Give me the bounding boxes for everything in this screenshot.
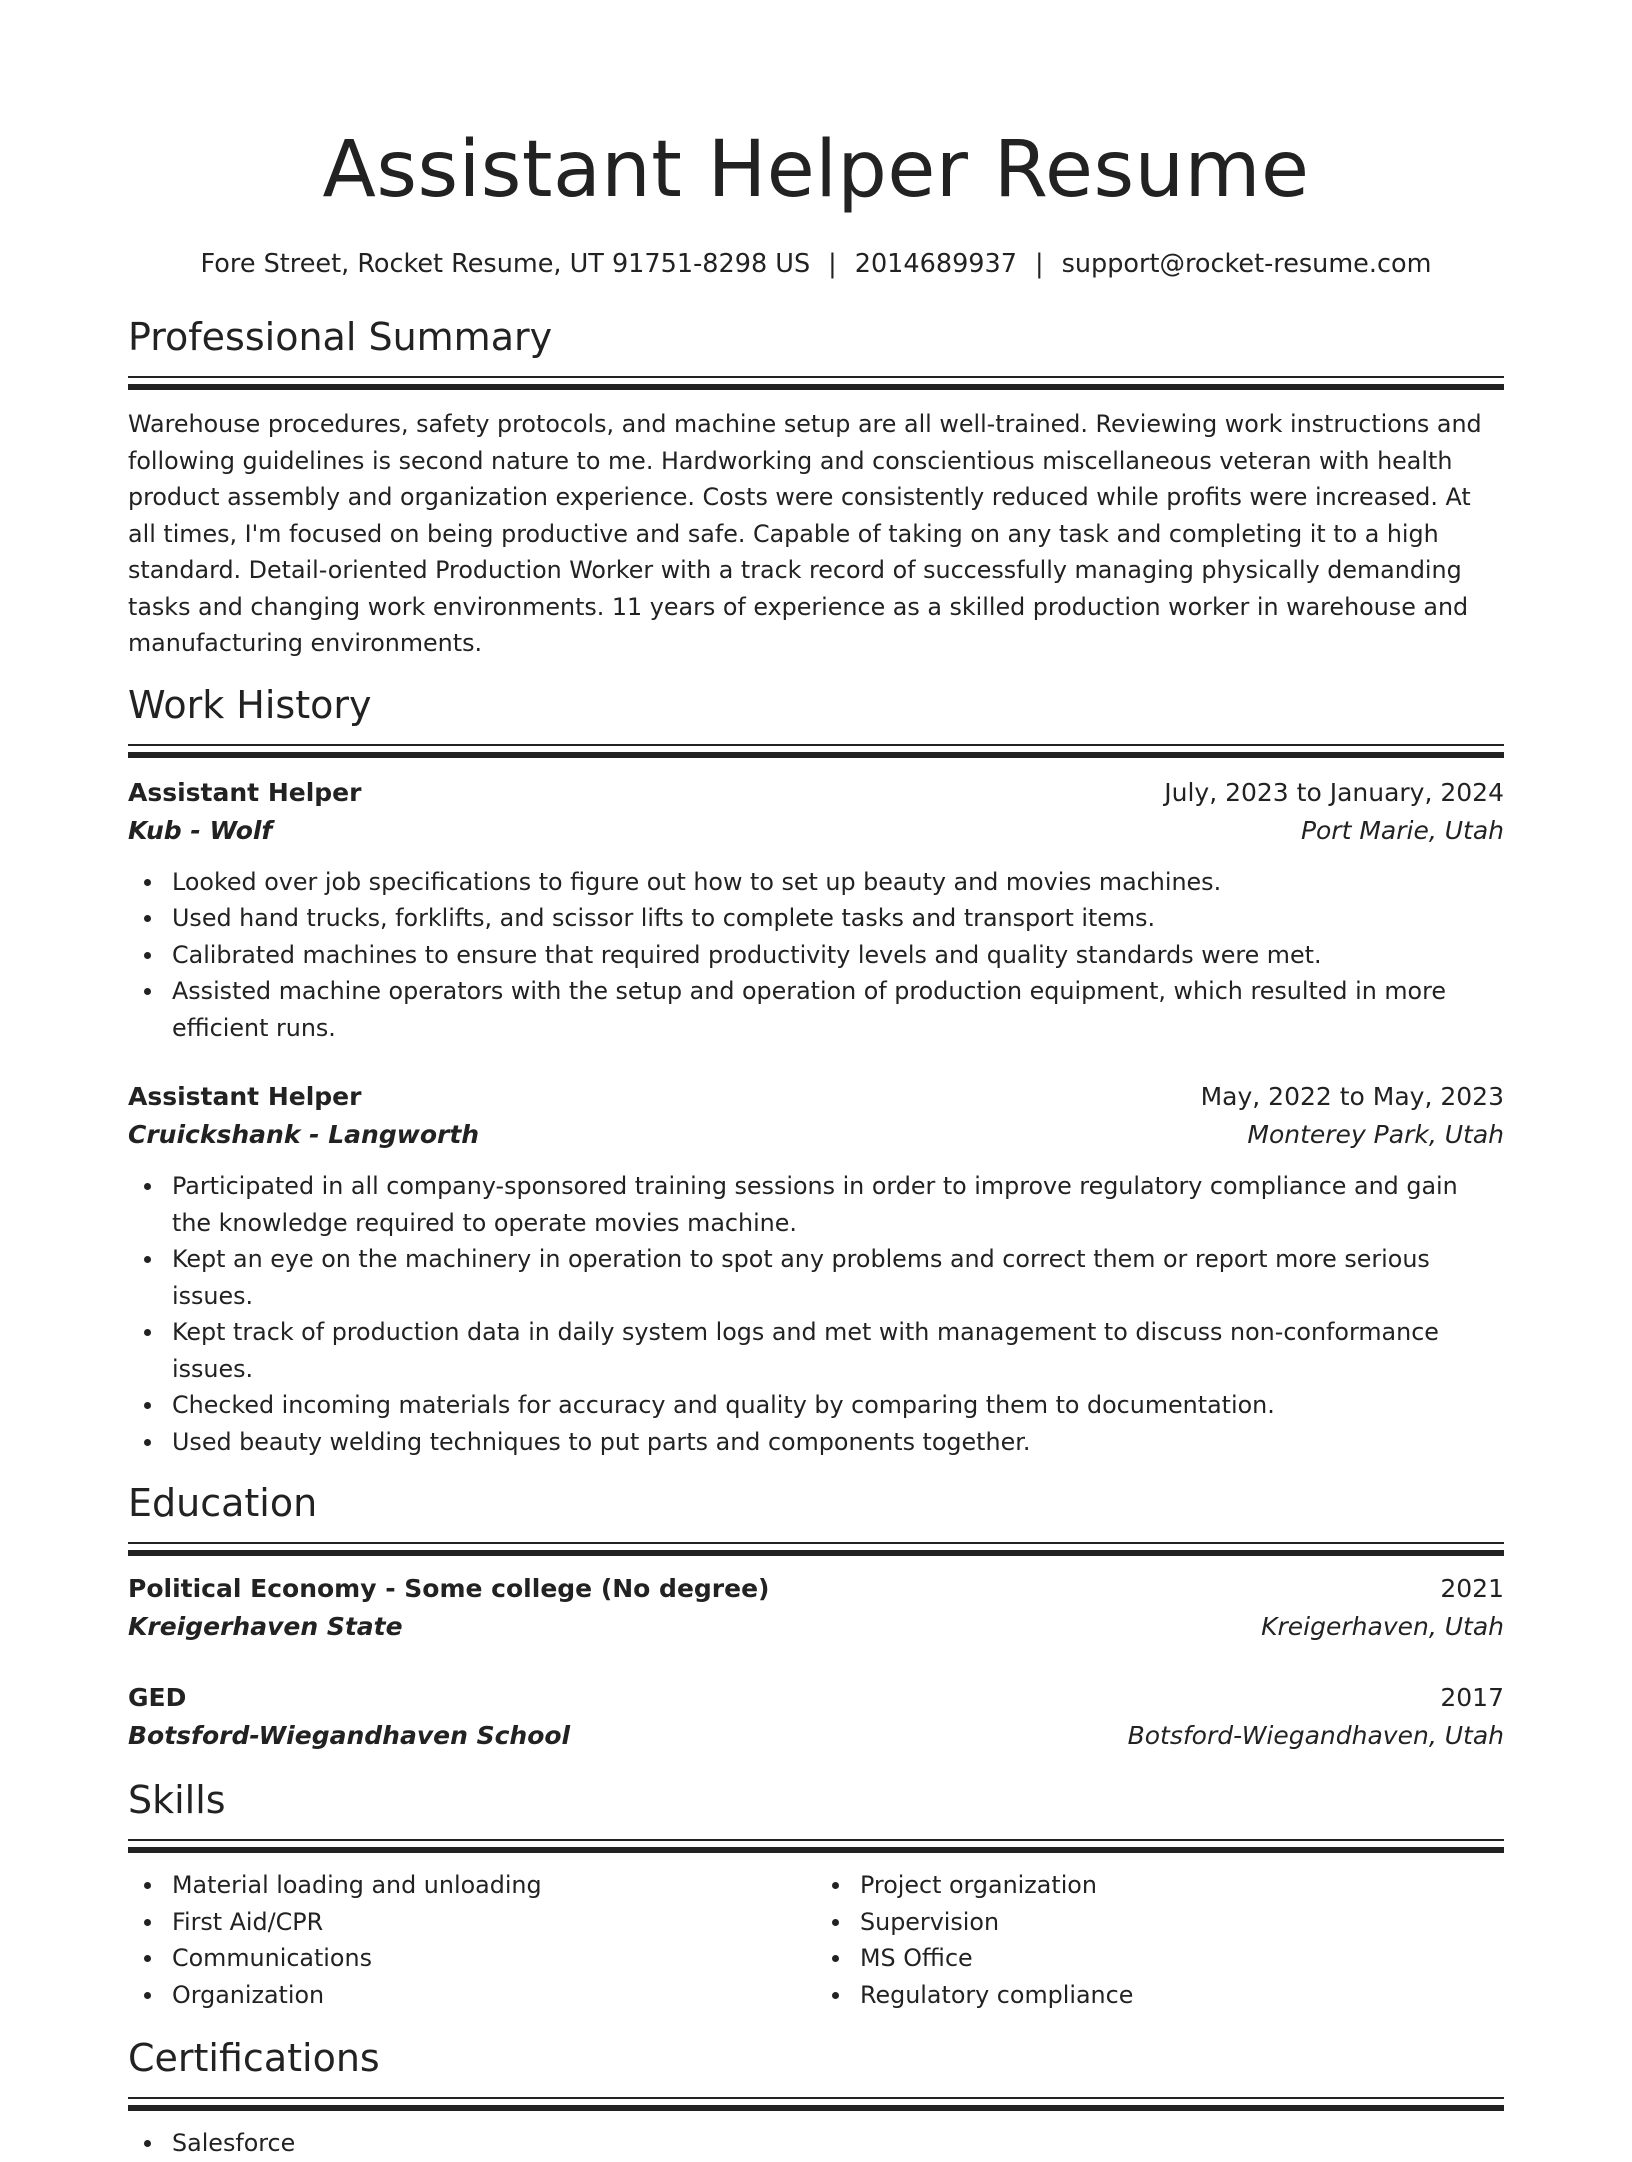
- job-entry: [128, 774, 1504, 1047]
- list-item: Supervision: [816, 1904, 1504, 1941]
- education-subheader: [128, 1608, 1504, 1646]
- summary-section: [128, 312, 1504, 662]
- list-item: Checked incoming materials for accuracy and quality by comparing them to documentation.: [128, 1387, 1504, 1424]
- contact-email: support@rocket-resume.com: [1061, 249, 1432, 279]
- education-section: [128, 1478, 1504, 1755]
- education-entry: [128, 1570, 1504, 1646]
- education-school: Botsford-Wiegandhaven School: [128, 1721, 571, 1750]
- job-location: Monterey Park, Utah: [1247, 1120, 1504, 1149]
- education-location: Kreigerhaven, Utah: [1261, 1612, 1504, 1641]
- education-subheader: [128, 1717, 1504, 1755]
- job-subheader: [128, 1116, 1504, 1154]
- list-item: Used beauty welding techniques to put parts and components together.: [128, 1424, 1504, 1461]
- skills-columns: [128, 1867, 1504, 2013]
- section-title-summary: Professional Summary: [128, 315, 553, 359]
- section-title-education: Education: [128, 1481, 318, 1525]
- section-title-skills: Skills: [128, 1778, 226, 1822]
- summary-text: Warehouse procedures, safety protocols, and machine setup are all well-trained. Reviewing work instructions and following guidelines is second nature to me. Hardworking and conscientious miscellaneous veteran with health product assembly and organization experience. Costs were consistently reduced while profits were increased. At all times, I'm focused on being productive and safe. Capable of taking on any task and completing it to a high standard. Detail-oriented Production Worker with a track record of successfully managing physically demanding tasks and changing work environments. 11 years of experience as a skilled production worker in warehouse and manufacturing environments.: [128, 410, 1482, 657]
- education-year: 2017: [1440, 1683, 1504, 1712]
- contact-separator: |: [1034, 249, 1044, 279]
- resume-title: Assistant Helper Resume: [322, 125, 1310, 215]
- list-item: Looked over job specifications to figure out how to set up beauty and movies machines.: [128, 864, 1504, 901]
- section-divider: [128, 1839, 1504, 1853]
- list-item: Used hand trucks, forklifts, and scissor lifts to complete tasks and transport items.: [128, 900, 1504, 937]
- list-item: Assisted machine operators with the setup and operation of production equipment, which resulted in more efficient runs.: [128, 973, 1504, 1046]
- skills-list-left: [128, 1867, 816, 2013]
- list-item: MS Office: [816, 1940, 1504, 1977]
- list-item: Participated in all company-sponsored training sessions in order to improve regulatory compliance and gain the knowledge required to operate movies machine.: [128, 1168, 1504, 1241]
- job-dates: July, 2023 to January, 2024: [1164, 777, 1504, 807]
- skills-list-right: [816, 1867, 1504, 2013]
- list-item: First Aid/CPR: [128, 1904, 816, 1941]
- section-title-work: Work History: [128, 682, 372, 727]
- education-degree: Political Economy - Some college (No degree): [128, 1574, 770, 1603]
- contact-address: Fore Street, Rocket Resume, UT 91751-8298 US: [200, 249, 811, 279]
- list-item: Salesforce: [128, 2125, 1504, 2162]
- education-header: [128, 1570, 1504, 1608]
- education-school: Kreigerhaven State: [128, 1612, 403, 1641]
- list-item: Regulatory compliance: [816, 1977, 1504, 2014]
- section-divider: [128, 376, 1504, 390]
- list-item: Kept an eye on the machinery in operation to spot any problems and correct them or report more serious issues.: [128, 1241, 1504, 1314]
- list-item: Communications: [128, 1940, 816, 1977]
- education-year: 2021: [1440, 1574, 1504, 1603]
- job-title: Assistant Helper: [128, 777, 362, 807]
- job-company: Kub - Wolf: [128, 815, 273, 845]
- list-item: Organization: [128, 1977, 816, 2014]
- section-divider: [128, 1542, 1504, 1556]
- job-location: Port Marie, Utah: [1300, 815, 1504, 845]
- contact-phone: 2014689937: [854, 249, 1017, 279]
- job-subheader: [128, 812, 1504, 850]
- work-section: [128, 680, 1504, 1461]
- job-company: Cruickshank - Langworth: [128, 1120, 480, 1149]
- contact-separator: |: [828, 249, 837, 279]
- education-header: [128, 1679, 1504, 1717]
- job-entry: [128, 1078, 1504, 1460]
- list-item: Material loading and unloading: [128, 1867, 816, 1904]
- job-dates: May, 2022 to May, 2023: [1200, 1082, 1504, 1111]
- contact-line: [128, 246, 1504, 282]
- job-title: Assistant Helper: [128, 1082, 362, 1111]
- section-divider: [128, 744, 1504, 758]
- job-bullets: [128, 864, 1504, 1047]
- list-item: Project organization: [816, 1867, 1504, 1904]
- section-title-certifications: Certifications: [128, 2036, 380, 2080]
- education-entry: [128, 1679, 1504, 1755]
- job-header: [128, 774, 1504, 812]
- section-divider: [128, 2097, 1504, 2111]
- list-item: Kept track of production data in daily system logs and met with management to discuss non-conformance issues.: [128, 1314, 1504, 1387]
- education-degree: GED: [128, 1683, 187, 1712]
- education-location: Botsford-Wiegandhaven, Utah: [1127, 1721, 1504, 1750]
- job-bullets: [128, 1168, 1504, 1460]
- certifications-section: [128, 2033, 1504, 2162]
- job-header: [128, 1078, 1504, 1116]
- skills-section: [128, 1775, 1504, 2013]
- list-item: Calibrated machines to ensure that required productivity levels and quality standards were met.: [128, 937, 1504, 974]
- certifications-list: [128, 2125, 1504, 2162]
